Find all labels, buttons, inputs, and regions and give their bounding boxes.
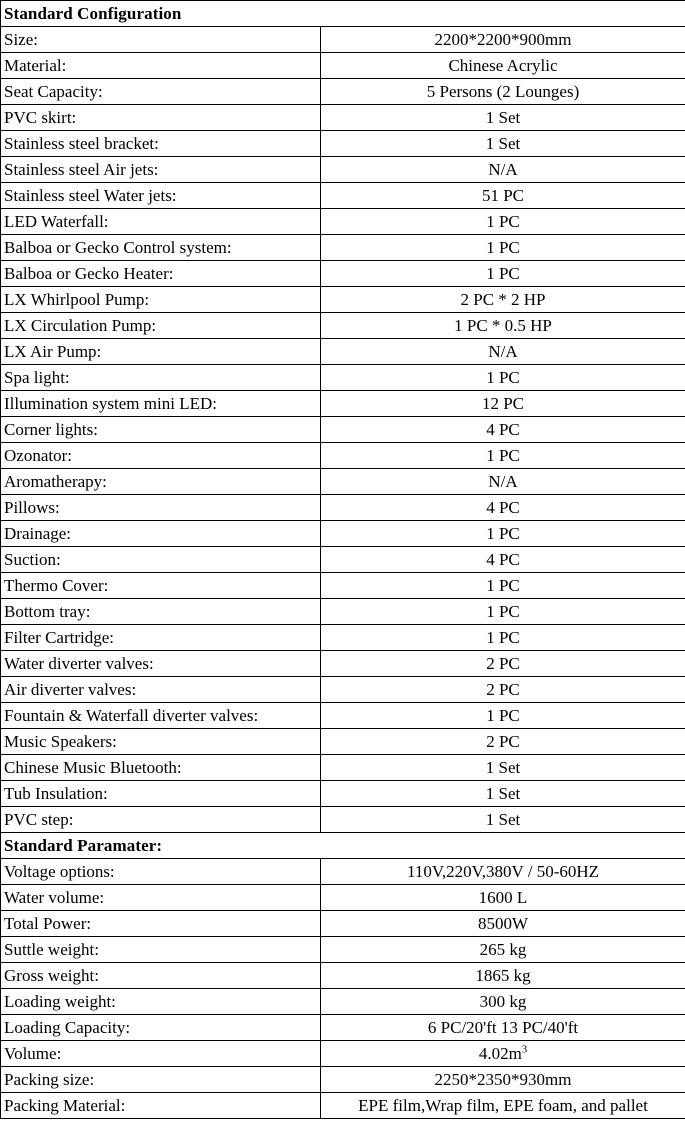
spec-label: Volume: xyxy=(1,1041,321,1067)
spec-label: Seat Capacity: xyxy=(1,79,321,105)
spec-value: 1 PC xyxy=(321,261,685,287)
table-row xyxy=(1,755,685,781)
table-row xyxy=(1,599,685,625)
table-row xyxy=(1,339,685,365)
spec-label: Music Speakers: xyxy=(1,729,321,755)
specification-table-body xyxy=(1,1,685,1119)
spec-label: Material: xyxy=(1,53,321,79)
table-row xyxy=(1,391,685,417)
spec-label: Water diverter valves: xyxy=(1,651,321,677)
spec-value: 1 Set xyxy=(321,807,685,833)
spec-value: 6 PC/20'ft 13 PC/40'ft xyxy=(321,1015,685,1041)
table-row xyxy=(1,677,685,703)
spec-label: Packing size: xyxy=(1,1067,321,1093)
table-row xyxy=(1,287,685,313)
spec-label: Suttle weight: xyxy=(1,937,321,963)
spec-label: Packing Material: xyxy=(1,1093,321,1119)
table-row xyxy=(1,703,685,729)
spec-label: LX Circulation Pump: xyxy=(1,313,321,339)
section-header-row xyxy=(1,833,685,859)
spec-value: 2200*2200*900mm xyxy=(321,27,685,53)
spec-label: LED Waterfall: xyxy=(1,209,321,235)
spec-value: 1 PC xyxy=(321,235,685,261)
table-row xyxy=(1,781,685,807)
spec-label: Loading Capacity: xyxy=(1,1015,321,1041)
spec-value: 2250*2350*930mm xyxy=(321,1067,685,1093)
spec-value: 265 kg xyxy=(321,937,685,963)
spec-label: Ozonator: xyxy=(1,443,321,469)
table-row xyxy=(1,729,685,755)
spec-label: Chinese Music Bluetooth: xyxy=(1,755,321,781)
spec-value: 5 Persons (2 Lounges) xyxy=(321,79,685,105)
spec-value: N/A xyxy=(321,339,685,365)
spec-value: 2 PC * 2 HP xyxy=(321,287,685,313)
spec-label: PVC skirt: xyxy=(1,105,321,131)
spec-label: Spa light: xyxy=(1,365,321,391)
spec-label: Tub Insulation: xyxy=(1,781,321,807)
table-row xyxy=(1,859,685,885)
table-row xyxy=(1,885,685,911)
spec-value: 51 PC xyxy=(321,183,685,209)
spec-label: Illumination system mini LED: xyxy=(1,391,321,417)
table-row xyxy=(1,625,685,651)
table-row xyxy=(1,469,685,495)
table-row xyxy=(1,261,685,287)
table-row xyxy=(1,1041,685,1067)
spec-value: 1 Set xyxy=(321,781,685,807)
table-row xyxy=(1,911,685,937)
table-row xyxy=(1,963,685,989)
spec-label: Stainless steel bracket: xyxy=(1,131,321,157)
spec-value: 300 kg xyxy=(321,989,685,1015)
table-row xyxy=(1,417,685,443)
spec-value: 1 PC * 0.5 HP xyxy=(321,313,685,339)
spec-label: Air diverter valves: xyxy=(1,677,321,703)
spec-value: 2 PC xyxy=(321,729,685,755)
table-row xyxy=(1,105,685,131)
table-row xyxy=(1,27,685,53)
spec-label: Balboa or Gecko Control system: xyxy=(1,235,321,261)
spec-label: Balboa or Gecko Heater: xyxy=(1,261,321,287)
spec-label: Suction: xyxy=(1,547,321,573)
spec-label: Thermo Cover: xyxy=(1,573,321,599)
table-row xyxy=(1,157,685,183)
spec-label: Bottom tray: xyxy=(1,599,321,625)
spec-label: LX Air Pump: xyxy=(1,339,321,365)
table-row xyxy=(1,313,685,339)
spec-value: N/A xyxy=(321,469,685,495)
section-header-label: Standard Configuration xyxy=(1,1,685,27)
spec-value: Chinese Acrylic xyxy=(321,53,685,79)
spec-value: 1 PC xyxy=(321,573,685,599)
spec-value: 1865 kg xyxy=(321,963,685,989)
spec-value: N/A xyxy=(321,157,685,183)
spec-value: 1 PC xyxy=(321,209,685,235)
table-row xyxy=(1,443,685,469)
spec-value: 1 PC xyxy=(321,443,685,469)
table-row xyxy=(1,807,685,833)
spec-label: LX Whirlpool Pump: xyxy=(1,287,321,313)
spec-value: 1 PC xyxy=(321,365,685,391)
spec-value: 4 PC xyxy=(321,495,685,521)
spec-label: Gross weight: xyxy=(1,963,321,989)
spec-value: EPE film,Wrap film, EPE foam, and pallet xyxy=(321,1093,685,1119)
table-row xyxy=(1,365,685,391)
spec-value: 110V,220V,380V / 50-60HZ xyxy=(321,859,685,885)
table-row xyxy=(1,651,685,677)
table-row xyxy=(1,131,685,157)
table-row xyxy=(1,573,685,599)
table-row xyxy=(1,209,685,235)
table-row xyxy=(1,521,685,547)
spec-value: 12 PC xyxy=(321,391,685,417)
spec-value: 1 Set xyxy=(321,131,685,157)
spec-label: Fountain & Waterfall diverter valves: xyxy=(1,703,321,729)
spec-value: 1600 L xyxy=(321,885,685,911)
spec-label: Filter Cartridge: xyxy=(1,625,321,651)
table-row xyxy=(1,495,685,521)
spec-label: Size: xyxy=(1,27,321,53)
spec-label: Drainage: xyxy=(1,521,321,547)
spec-value: 1 PC xyxy=(321,703,685,729)
spec-value: 2 PC xyxy=(321,651,685,677)
spec-label: Pillows: xyxy=(1,495,321,521)
table-row xyxy=(1,235,685,261)
table-row xyxy=(1,183,685,209)
spec-label: Stainless steel Air jets: xyxy=(1,157,321,183)
spec-value: 1 PC xyxy=(321,599,685,625)
table-row xyxy=(1,547,685,573)
table-row xyxy=(1,1067,685,1093)
spec-label: Water volume: xyxy=(1,885,321,911)
section-header-label: Standard Paramater: xyxy=(1,833,685,859)
spec-value: 2 PC xyxy=(321,677,685,703)
table-row xyxy=(1,1093,685,1119)
spec-value: 1 PC xyxy=(321,521,685,547)
spec-label: Stainless steel Water jets: xyxy=(1,183,321,209)
spec-label: Voltage options: xyxy=(1,859,321,885)
spec-value: 1 Set xyxy=(321,755,685,781)
spec-value: 4 PC xyxy=(321,417,685,443)
spec-value: 4 PC xyxy=(321,547,685,573)
spec-label: Aromatherapy: xyxy=(1,469,321,495)
spec-value: $4.02m^3$ xyxy=(321,1041,685,1067)
table-row xyxy=(1,937,685,963)
table-row xyxy=(1,53,685,79)
spec-label: PVC step: xyxy=(1,807,321,833)
spec-value: 8500W xyxy=(321,911,685,937)
spec-label: Loading weight: xyxy=(1,989,321,1015)
spec-label: Total Power: xyxy=(1,911,321,937)
table-row xyxy=(1,1015,685,1041)
spec-value: 1 Set xyxy=(321,105,685,131)
table-row xyxy=(1,79,685,105)
section-header-row xyxy=(1,1,685,27)
table-row xyxy=(1,989,685,1015)
spec-value: 1 PC xyxy=(321,625,685,651)
spec-label: Corner lights: xyxy=(1,417,321,443)
